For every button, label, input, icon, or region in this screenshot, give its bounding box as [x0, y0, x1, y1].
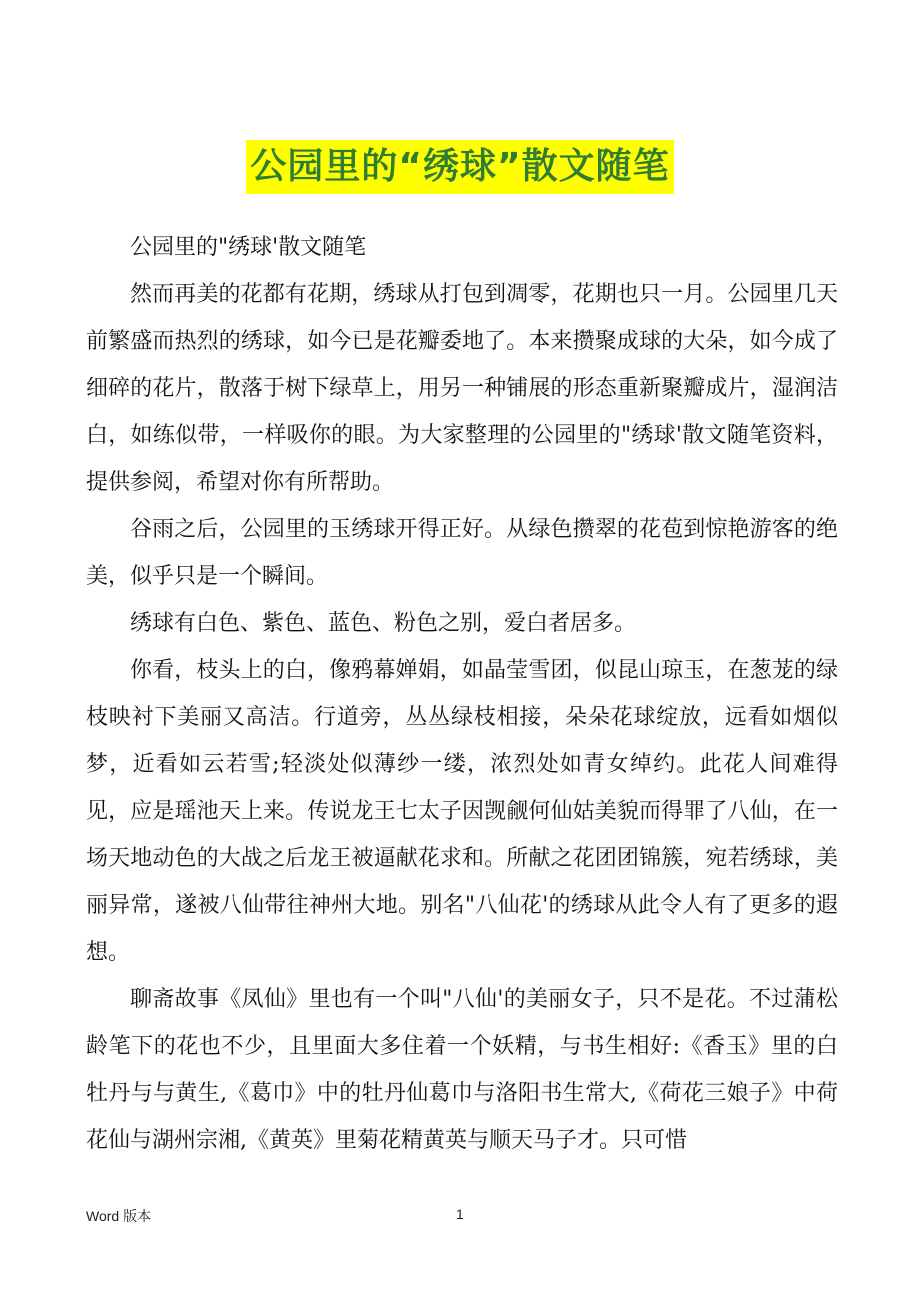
paragraph: 聊斋故事《凤仙》里也有一个叫"八仙'的美丽女子，只不是花。不过蒲松龄笔下的花也不少，且里面大多住着一个妖精，与书生相好:《香玉》里的白牡丹与与黄生,《葛巾》中的牡丹仙葛巾与洛阳书生常大,《荷花三娘子》中荷花仙与湖州宗湘,《黄英》里菊花精黄英与顺天马子才。只可惜 [86, 987, 838, 1153]
document-title: 公园里的“绣球”散文随笔 [246, 140, 673, 194]
page-number: 1 [456, 1206, 464, 1222]
title-container [0, 140, 920, 194]
paragraph: 谷雨之后，公园里的玉绣球开得正好。从绿色攒翠的花苞到惊艳游客的绝美，似乎只是一个瞬间。 [86, 517, 838, 589]
paragraph: 你看，枝头上的白，像鸦幕婵娟，如晶莹雪团，似昆山琼玉，在葱茏的绿枝映衬下美丽又高洁。行道旁，丛丛绿枝相接，朵朵花球绽放，远看如烟似梦，近看如云若雪;轻淡处似薄纱一缕，浓烈处如青女绰约。此花人间难得见，应是瑶池天上来。传说龙王七太子因觊觎何仙姑美貌而得罪了八仙，在一场天地动色的大战之后龙王被逼献花求和。所献之花团团锦簇，宛若绣球，美丽异常，遂被八仙带往神州大地。别名"八仙花'的绣球从此令人有了更多的遐想。 [86, 658, 838, 965]
paragraph-subtitle: 公园里的"绣球'散文随笔 [130, 235, 367, 260]
paragraph: 然而再美的花都有花期，绣球从打包到凋零，花期也只一月。公园里几天前繁盛而热烈的绣球，如今已是花瓣委地了。本来攒聚成球的大朵，如今成了细碎的花片，散落于树下绿草上，用另一种铺展的形态重新聚瓣成片，湿润洁白，如练似带，一样吸你的眼。为大家整理的公园里的"绣球'散文随笔资料，提供参阅，希望对你有所帮助。 [86, 282, 838, 495]
page-footer [86, 1206, 838, 1230]
paragraph: 绣球有白色、紫色、蓝色、粉色之别，爱白者居多。 [130, 611, 637, 636]
footer-version-label: Word 版本 [86, 1208, 152, 1224]
document-body [86, 224, 838, 1164]
